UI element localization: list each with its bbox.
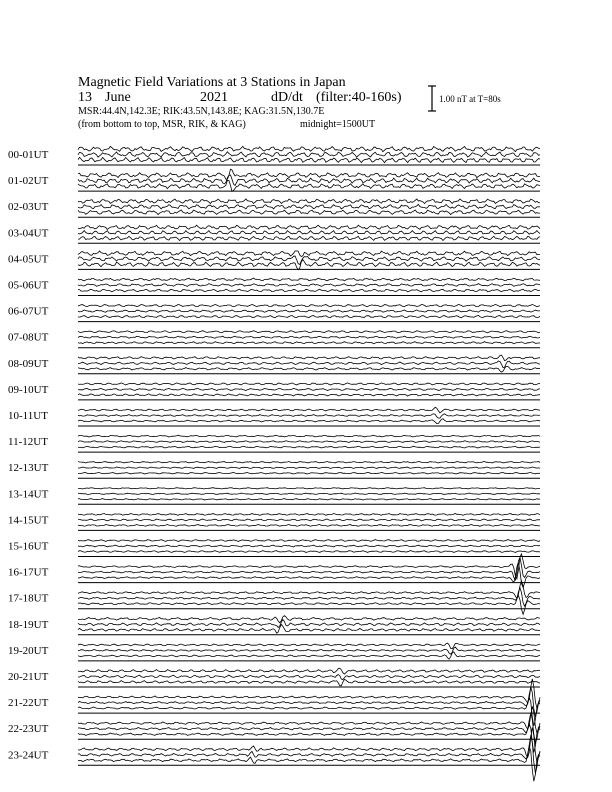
trace-rik bbox=[78, 152, 540, 157]
trace-msr bbox=[78, 394, 540, 396]
hour-row bbox=[8, 514, 540, 531]
hour-label: 10-11UT bbox=[8, 410, 48, 422]
trace-rik bbox=[78, 467, 540, 469]
trace-rik bbox=[78, 713, 540, 743]
hour-label: 11-12UT bbox=[8, 436, 48, 449]
hour-row bbox=[8, 461, 540, 478]
stations-label: MSR:44.4N,142.3E; RIK:43.5N,143.8E; KAG:31.5N,130.7E bbox=[78, 106, 325, 117]
trace-kag bbox=[78, 488, 540, 489]
trace-msr bbox=[78, 260, 540, 270]
hour-label: 22-23UT bbox=[8, 723, 49, 736]
hour-row bbox=[8, 668, 540, 687]
trace-msr bbox=[78, 499, 540, 500]
trace-rik bbox=[78, 647, 540, 654]
trace-kag bbox=[78, 435, 540, 437]
chart-title: Magnetic Field Variations at 3 Stations in Japan bbox=[78, 75, 346, 90]
trace-msr bbox=[78, 342, 540, 344]
trace-kag bbox=[78, 407, 540, 413]
hour-row bbox=[8, 278, 540, 295]
trace-msr bbox=[78, 366, 540, 372]
hour-row bbox=[8, 251, 540, 270]
hour-label: 19-20UT bbox=[8, 644, 49, 657]
hour-label: 21-22UT bbox=[8, 697, 49, 710]
trace-msr bbox=[78, 210, 540, 215]
hour-label: 01-02UT bbox=[8, 175, 49, 188]
hour-label: 14-15UT bbox=[8, 514, 49, 527]
quantity-label: dD/dt bbox=[271, 90, 303, 105]
hour-row bbox=[8, 355, 540, 374]
hour-row bbox=[8, 407, 540, 426]
hour-label: 06-07UT bbox=[8, 305, 49, 318]
hour-row bbox=[8, 225, 540, 243]
trace-rik bbox=[78, 361, 540, 368]
hour-row bbox=[8, 199, 540, 217]
trace-kag bbox=[78, 355, 540, 361]
trace-kag bbox=[78, 540, 540, 542]
hour-row bbox=[8, 679, 540, 726]
hour-label: 18-19UT bbox=[8, 618, 49, 631]
scale-label: 1.00 nT at T=80s bbox=[439, 94, 501, 104]
date-day: 13 bbox=[78, 90, 92, 105]
hour-row bbox=[8, 383, 540, 400]
hour-label: 02-03UT bbox=[8, 201, 49, 214]
trace-rik bbox=[78, 336, 540, 338]
hour-label: 17-18UT bbox=[8, 592, 49, 605]
trace-kag bbox=[78, 514, 540, 516]
scale-bar bbox=[428, 86, 436, 111]
trace-rik bbox=[78, 256, 540, 264]
hour-label: 12-13UT bbox=[8, 462, 49, 475]
hour-label: 04-05UT bbox=[8, 253, 49, 266]
hour-row bbox=[8, 169, 540, 191]
trace-msr bbox=[78, 746, 540, 781]
midnight-note: midnight=1500UT bbox=[300, 119, 376, 130]
trace-kag bbox=[78, 616, 540, 623]
hour-label: 23-24UT bbox=[8, 749, 49, 762]
trace-kag bbox=[78, 461, 540, 463]
trace-msr bbox=[78, 289, 540, 292]
trace-kag bbox=[78, 251, 540, 257]
hour-row bbox=[8, 554, 540, 588]
trace-rik bbox=[78, 204, 540, 209]
filter-label: (filter:40-160s) bbox=[316, 90, 402, 105]
date-year: 2021 bbox=[200, 90, 228, 105]
trace-rik bbox=[78, 441, 540, 443]
hour-row bbox=[8, 488, 540, 505]
hour-label: 09-10UT bbox=[8, 383, 49, 396]
trace-msr bbox=[78, 157, 540, 162]
trace-rik bbox=[78, 388, 540, 390]
trace-kag bbox=[78, 169, 540, 179]
hour-label: 13-14UT bbox=[8, 488, 49, 501]
trace-kag bbox=[78, 581, 540, 599]
trace-rik bbox=[78, 545, 540, 547]
date-month: June bbox=[105, 90, 131, 105]
trace-msr bbox=[78, 316, 540, 318]
trace-kag bbox=[78, 331, 540, 333]
hour-row bbox=[8, 304, 540, 321]
trace-rows bbox=[8, 146, 540, 781]
hour-label: 15-16UT bbox=[8, 540, 49, 553]
trace-kag bbox=[78, 727, 540, 762]
hour-row bbox=[8, 540, 540, 557]
trace-rik bbox=[78, 231, 540, 235]
hour-label: 05-06UT bbox=[8, 279, 49, 292]
trace-msr bbox=[78, 697, 540, 726]
trace-kag bbox=[78, 146, 540, 151]
hour-row bbox=[8, 146, 540, 165]
trace-kag bbox=[78, 643, 540, 649]
hour-label: 16-17UT bbox=[8, 566, 49, 579]
hour-label: 08-09UT bbox=[8, 357, 49, 370]
order-note: (from bottom to top, MSR, RIK, & KAG) bbox=[78, 119, 246, 130]
hour-label: 00-01UT bbox=[8, 149, 49, 161]
hour-row bbox=[8, 616, 540, 635]
trace-kag bbox=[78, 383, 540, 385]
hour-row bbox=[8, 643, 540, 661]
trace-kag bbox=[78, 278, 540, 281]
trace-rik bbox=[78, 519, 540, 521]
hour-row bbox=[8, 581, 540, 614]
hour-row bbox=[8, 435, 540, 452]
trace-msr bbox=[78, 525, 540, 527]
trace-kag bbox=[78, 225, 540, 229]
trace-rik bbox=[78, 284, 540, 287]
trace-rik bbox=[78, 493, 540, 494]
trace-rik bbox=[78, 620, 540, 628]
hour-label: 03-04UT bbox=[8, 227, 49, 240]
trace-msr bbox=[78, 624, 540, 633]
trace-msr bbox=[78, 419, 540, 424]
trace-rik bbox=[78, 687, 540, 717]
trace-kag bbox=[78, 554, 540, 579]
hour-label: 20-21UT bbox=[8, 671, 49, 683]
hour-row bbox=[8, 331, 540, 348]
trace-rik bbox=[78, 310, 540, 313]
trace-msr bbox=[78, 446, 540, 448]
trace-msr bbox=[78, 652, 540, 659]
hour-label: 07-08UT bbox=[8, 331, 49, 344]
trace-msr bbox=[78, 551, 540, 553]
trace-kag bbox=[78, 679, 540, 708]
hour-row bbox=[8, 727, 540, 781]
trace-msr bbox=[78, 180, 540, 191]
trace-kag bbox=[78, 199, 540, 204]
trace-rik bbox=[78, 414, 540, 418]
trace-kag bbox=[78, 668, 540, 674]
trace-rik bbox=[78, 675, 540, 680]
trace-msr bbox=[78, 472, 540, 474]
trace-msr bbox=[78, 236, 540, 240]
trace-rik bbox=[78, 735, 540, 773]
trace-msr bbox=[78, 679, 540, 685]
trace-kag bbox=[78, 304, 540, 306]
